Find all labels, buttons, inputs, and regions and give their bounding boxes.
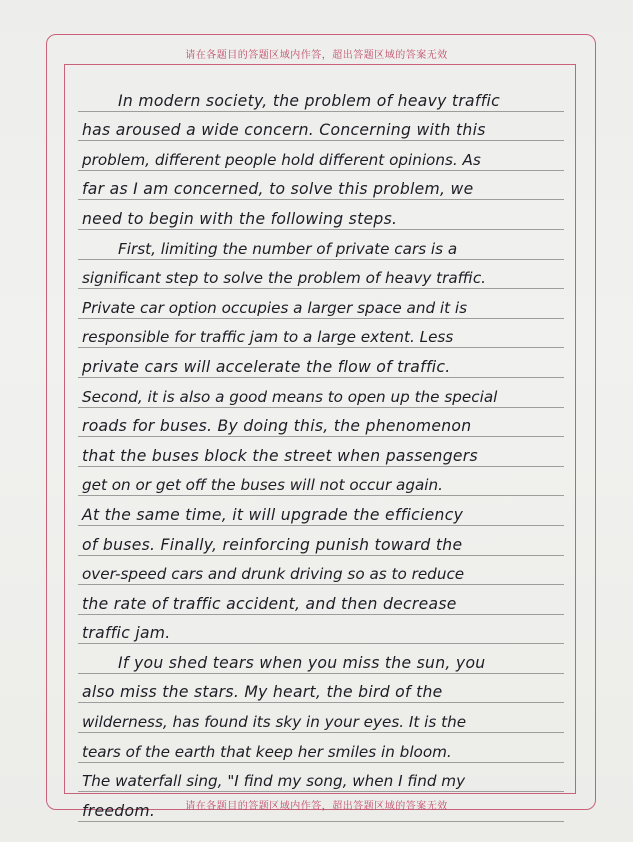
essay-line-text: significant step to solve the problem of heavy traffic. (82, 269, 486, 288)
ruled-line (78, 615, 564, 645)
essay-line-text: get on or get off the buses will not occur again. (82, 476, 443, 495)
ruled-line (78, 763, 564, 793)
essay-line-text: also miss the stars. My heart, the bird of the (82, 683, 443, 702)
essay-line-text: Second, it is also a good means to open up the special (82, 387, 498, 406)
ruled-line (78, 230, 564, 260)
notice-bottom: 请在各题目的答题区域内作答，超出答题区域的答案无效 (185, 801, 448, 812)
essay-line-text: The waterfall sing, "I find my song, when I find my (82, 772, 466, 791)
ruled-line (78, 437, 564, 467)
essay-line-text: of buses. Finally, reinforcing punish toward the (82, 535, 463, 554)
ruled-line (78, 141, 564, 171)
essay-line-text: the rate of traffic accident, and then decrease (82, 594, 457, 613)
essay-line-text: In modern society, the problem of heavy traffic (118, 91, 500, 110)
essay-line-text: far as I am concerned, to solve this problem, we (82, 180, 474, 199)
notice-top: 请在各题目的答题区域内作答，超出答题区域的答案无效 (185, 50, 448, 61)
ruled-line (78, 348, 564, 378)
ruled-line (78, 526, 564, 556)
essay-line-text: First, limiting the number of private cars is a (118, 239, 458, 258)
essay-line-text: tears of the earth that keep her smiles in bloom. (82, 742, 452, 761)
ruled-line (78, 496, 564, 526)
essay-line-text: responsible for traffic jam to a large extent. Less (82, 328, 454, 347)
essay-line-text: wilderness, has found its sky in your eyes. It is the (82, 713, 467, 732)
ruled-line (78, 171, 564, 201)
essay-line-text: has aroused a wide concern. Concerning with this (82, 121, 486, 140)
essay-line-text: need to begin with the following steps. (82, 209, 398, 228)
ruled-line (78, 733, 564, 763)
essay-line-text: that the buses block the street when passengers (82, 446, 478, 465)
ruled-line (78, 703, 564, 733)
essay-line-text: private cars will accelerate the flow of traffic. (82, 357, 451, 376)
ruled-line (78, 200, 564, 230)
essay-line-text: over-speed cars and drunk driving so as to reduce (82, 565, 465, 584)
ruled-line (78, 82, 564, 112)
ruled-line (78, 585, 564, 615)
ruled-line (78, 289, 564, 319)
ruled-line (78, 112, 564, 142)
ruled-line (78, 644, 564, 674)
essay-line-text: If you shed tears when you miss the sun, you (118, 653, 486, 672)
ruled-line (78, 408, 564, 438)
essay-lines (78, 82, 564, 822)
ruled-line (78, 467, 564, 497)
essay-line-text: At the same time, it will upgrade the efficiency (82, 505, 464, 524)
essay-line-text: traffic jam. (82, 624, 171, 643)
ruled-line (78, 674, 564, 704)
ruled-line (78, 260, 564, 290)
ruled-line (78, 556, 564, 586)
ruled-line (78, 319, 564, 349)
essay-line-text: roads for buses. By doing this, the phenomenon (82, 417, 472, 436)
ruled-line (78, 378, 564, 408)
essay-line-text: Private car option occupies a larger space and it is (82, 298, 468, 317)
essay-line-text: problem, different people hold different opinions. As (82, 150, 481, 169)
essay-line-text: freedom. (82, 801, 156, 820)
